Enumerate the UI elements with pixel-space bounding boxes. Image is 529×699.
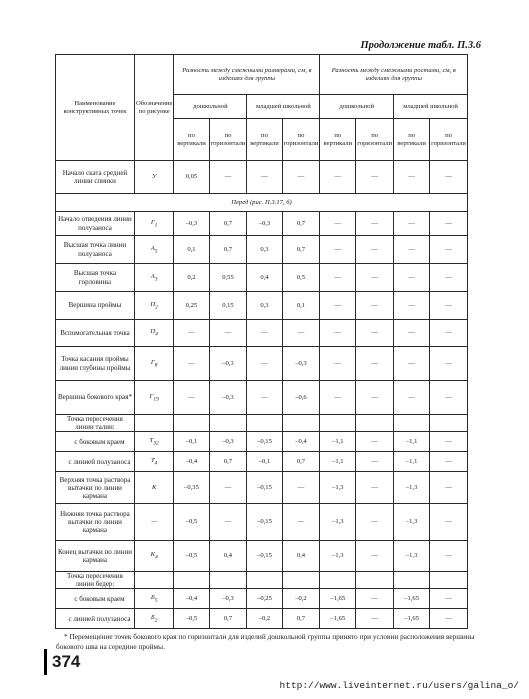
value-cell	[282, 572, 320, 589]
value-cell: 0,7	[209, 212, 247, 236]
value-cell: —	[320, 381, 356, 415]
value-cell: –0,3	[209, 347, 247, 381]
value-cell: –0,25	[247, 589, 282, 609]
header-horizontal: по горизонтали	[282, 119, 320, 161]
value-cell: —	[430, 452, 468, 472]
value-cell: —	[430, 212, 468, 236]
symbol-index: 4	[154, 554, 158, 561]
value-cell: 0,2	[174, 264, 209, 292]
value-cell: —	[247, 161, 282, 194]
value-cell: —	[394, 264, 430, 292]
point-symbol	[134, 609, 173, 629]
value-cell: —	[320, 236, 356, 264]
value-cell	[174, 572, 209, 589]
value-cell	[209, 415, 247, 432]
value-cell: —	[209, 504, 247, 541]
point-symbol	[134, 212, 173, 236]
value-cell: —	[356, 589, 394, 609]
point-name: Начало ската средней линии спинки	[56, 161, 135, 194]
value-cell: —	[356, 432, 394, 452]
value-cell	[320, 572, 356, 589]
point-symbol	[134, 236, 173, 264]
value-cell: 0,4	[282, 541, 320, 572]
value-cell: —	[430, 320, 468, 347]
point-name: Точка пересечения линии бедер:	[56, 572, 135, 589]
value-cell: —	[320, 161, 356, 194]
value-cell: –0,4	[174, 589, 209, 609]
value-cell: —	[430, 236, 468, 264]
point-name: Вспомогательная точка	[56, 320, 135, 347]
value-cell: —	[356, 452, 394, 472]
value-cell: –0,4	[282, 432, 320, 452]
value-cell: —	[430, 472, 468, 504]
value-cell: –1,3	[320, 472, 356, 504]
symbol-letter: Т	[149, 436, 154, 444]
value-cell: –0,3	[247, 212, 282, 236]
table-row	[56, 292, 468, 320]
value-cell: —	[430, 504, 468, 541]
value-cell	[320, 415, 356, 432]
value-cell: –1,1	[394, 432, 430, 452]
value-cell: –1,3	[394, 472, 430, 504]
header-vertical: по вертикали	[320, 119, 356, 161]
value-cell: —	[356, 320, 394, 347]
value-cell: 0,7	[282, 236, 320, 264]
value-cell: 0,3	[247, 236, 282, 264]
header-name: Наименование конструктивных точек	[56, 55, 135, 161]
point-symbol	[134, 415, 173, 432]
symbol-index: 2	[155, 304, 158, 310]
table-row	[56, 589, 468, 609]
value-cell	[394, 572, 430, 589]
symbol-letter: А	[150, 244, 155, 252]
symbol-letter: Г	[150, 218, 155, 226]
value-cell: 0,15	[209, 292, 247, 320]
value-cell: 0,25	[174, 292, 209, 320]
continuation-title: Продолжение табл. П.3.6	[360, 40, 481, 51]
symbol-index: 5	[154, 597, 158, 604]
header-horizontal: по горизонтали	[356, 119, 394, 161]
value-cell: –0,5	[174, 541, 209, 572]
header-junior-2: младшей школьной	[394, 95, 468, 119]
value-cell: –0,5	[174, 504, 209, 541]
table-row	[56, 472, 468, 504]
table-row	[56, 264, 468, 292]
table-row	[56, 212, 468, 236]
value-cell: —	[209, 161, 247, 194]
table-row	[56, 415, 468, 432]
value-cell: 0,1	[282, 292, 320, 320]
value-cell: —	[247, 381, 282, 415]
value-cell: –0,2	[282, 589, 320, 609]
point-name: Начало отведения линии полузаноса	[56, 212, 135, 236]
point-name: Нижняя точка раствора вытачки по линии кармана	[56, 504, 135, 541]
table-row	[56, 194, 468, 212]
value-cell: —	[430, 609, 468, 629]
table-body	[56, 161, 468, 629]
value-cell: –0,3	[209, 381, 247, 415]
point-symbol	[134, 161, 173, 194]
value-cell: —	[320, 212, 356, 236]
point-name: Высшая точка линии полузаноса	[56, 236, 135, 264]
symbol-letter: Т	[150, 456, 155, 464]
point-name: Вершина бокового края*	[56, 381, 135, 415]
value-cell: —	[430, 381, 468, 415]
header-horizontal: по горизонтали	[209, 119, 247, 161]
symbol-letter: А	[150, 272, 155, 280]
point-symbol	[134, 292, 173, 320]
value-cell: –1,1	[320, 452, 356, 472]
symbol-index: 1	[154, 222, 158, 228]
symbol-index: 2	[154, 617, 158, 624]
value-cell: 0,7	[209, 452, 247, 472]
value-cell: –1,1	[320, 432, 356, 452]
value-cell: —	[209, 320, 247, 347]
value-cell: —	[394, 161, 430, 194]
point-symbol	[134, 347, 173, 381]
value-cell: –0,2	[247, 609, 282, 629]
value-cell: —	[356, 504, 394, 541]
point-name: Точка пересечения линии талии:	[56, 415, 135, 432]
value-cell: –0,15	[247, 541, 282, 572]
point-name: с линией полузаноса	[56, 452, 135, 472]
value-cell: –0,6	[282, 381, 320, 415]
value-cell: —	[356, 609, 394, 629]
footnote: * Перемещение точек бокового края по горизонтали для изделий дошкольной группы принято при условии расположения вершины бокового шва на середине проймы.	[56, 632, 475, 651]
value-cell: —	[320, 347, 356, 381]
symbol-letter: П	[150, 300, 156, 308]
header-horizontal: по горизонтали	[430, 119, 468, 161]
value-cell: 0,7	[209, 609, 247, 629]
symbol-letter: У	[151, 173, 157, 181]
symbol-index: 5	[154, 248, 158, 254]
point-symbol	[134, 381, 173, 415]
point-name: Точка касания проймы линии глубины проймы	[56, 347, 135, 381]
header-junior-1: младшей школьной	[247, 95, 320, 119]
value-cell: –0,3	[174, 212, 209, 236]
point-name: с боковым краем	[56, 432, 135, 452]
value-cell: 0,7	[209, 236, 247, 264]
value-cell	[247, 415, 282, 432]
value-cell: —	[356, 212, 394, 236]
value-cell: —	[282, 472, 320, 504]
symbol-letter: —	[151, 518, 158, 526]
value-cell: —	[394, 212, 430, 236]
value-cell: –0,15	[247, 504, 282, 541]
value-cell: —	[394, 381, 430, 415]
value-cell: –0,4	[174, 452, 209, 472]
symbol-letter: К	[150, 551, 155, 559]
table-row	[56, 609, 468, 629]
symbol-letter: П	[150, 328, 156, 336]
value-cell: —	[356, 347, 394, 381]
value-cell: —	[247, 320, 282, 347]
value-cell: –1,3	[320, 504, 356, 541]
point-symbol	[134, 541, 173, 572]
header-symbol: Обозначение по рисунке	[134, 55, 173, 161]
value-cell: –0,15	[247, 432, 282, 452]
table-row	[56, 504, 468, 541]
point-symbol	[134, 432, 173, 452]
value-cell: 0,5	[282, 264, 320, 292]
value-cell: —	[174, 381, 209, 415]
value-cell: –0,1	[174, 432, 209, 452]
value-cell: —	[356, 381, 394, 415]
value-cell: —	[430, 161, 468, 194]
header-preschool-1: дошкольной	[174, 95, 247, 119]
point-name: с линией полузаноса	[56, 609, 135, 629]
value-cell: –0,15	[247, 472, 282, 504]
value-cell: —	[430, 541, 468, 572]
table-row	[56, 432, 468, 452]
value-cell: —	[430, 264, 468, 292]
point-name: Верхняя точка раствора вытачки по линии кармана	[56, 472, 135, 504]
value-cell: —	[282, 504, 320, 541]
value-cell: —	[356, 161, 394, 194]
value-cell: 0,05	[174, 161, 209, 194]
value-cell: 0,4	[247, 264, 282, 292]
value-cell: –1,65	[320, 609, 356, 629]
value-cell	[209, 572, 247, 589]
value-cell: 0,4	[209, 541, 247, 572]
value-cell: —	[394, 320, 430, 347]
header-vertical: по вертикали	[394, 119, 430, 161]
value-cell: –1,3	[320, 541, 356, 572]
value-cell	[356, 572, 394, 589]
value-cell: –0,5	[174, 609, 209, 629]
value-cell: —	[320, 292, 356, 320]
table-row	[56, 541, 468, 572]
header-vertical: по вертикали	[174, 119, 209, 161]
value-cell: –0,35	[174, 472, 209, 504]
value-cell: —	[356, 292, 394, 320]
value-cell: –0,3	[209, 589, 247, 609]
value-cell: —	[430, 589, 468, 609]
value-cell: —	[282, 161, 320, 194]
value-cell: —	[174, 347, 209, 381]
value-cell: –0,3	[282, 347, 320, 381]
source-url: http://www.liveinternet.ru/users/galina_o/	[279, 680, 519, 691]
page-number: 374	[52, 652, 81, 671]
table-row	[56, 236, 468, 264]
value-cell: –1,3	[394, 504, 430, 541]
value-cell	[430, 415, 468, 432]
value-cell: —	[356, 472, 394, 504]
table-row	[56, 161, 468, 194]
value-cell: —	[394, 292, 430, 320]
header-preschool-2: дошкольной	[320, 95, 394, 119]
value-cell: –0,1	[247, 452, 282, 472]
symbol-letter: Б	[150, 593, 155, 601]
value-cell: —	[430, 292, 468, 320]
point-symbol	[134, 589, 173, 609]
value-cell	[247, 572, 282, 589]
value-cell: —	[394, 347, 430, 381]
value-cell: —	[320, 264, 356, 292]
value-cell: —	[282, 320, 320, 347]
value-cell: 0,7	[282, 609, 320, 629]
table-row	[56, 572, 468, 589]
section-heading: Перед (рис. П.3.17, б)	[56, 194, 468, 212]
value-cell: —	[356, 541, 394, 572]
value-cell: 0,7	[282, 212, 320, 236]
value-cell: –1,65	[394, 589, 430, 609]
point-symbol	[134, 320, 173, 347]
value-cell	[356, 415, 394, 432]
header-group-sizes: Разность между смежными размерами, см, в изделиях для группы	[174, 55, 320, 95]
value-cell: –1,65	[394, 609, 430, 629]
table-row	[56, 381, 468, 415]
value-cell: 0,3	[247, 292, 282, 320]
point-symbol	[134, 572, 173, 589]
point-name: с боковым краем	[56, 589, 135, 609]
value-cell: 0,1	[174, 236, 209, 264]
point-symbol	[134, 472, 173, 504]
point-name: Вершина проймы	[56, 292, 135, 320]
value-cell	[174, 415, 209, 432]
value-cell: —	[430, 347, 468, 381]
value-cell: 0,7	[282, 452, 320, 472]
table-row	[56, 452, 468, 472]
value-cell	[394, 415, 430, 432]
value-cell	[430, 572, 468, 589]
symbol-letter: Г	[149, 392, 154, 400]
point-name: Конец вытачки по линии кармана	[56, 541, 135, 572]
point-symbol	[134, 504, 173, 541]
value-cell: –1,65	[320, 589, 356, 609]
point-symbol	[134, 452, 173, 472]
value-cell: —	[320, 320, 356, 347]
point-symbol	[134, 264, 173, 292]
table-row	[56, 320, 468, 347]
symbol-index: 4	[154, 460, 158, 467]
value-cell: —	[356, 236, 394, 264]
value-cell: –1,1	[394, 452, 430, 472]
value-cell: 0,55	[209, 264, 247, 292]
symbol-index: 4	[155, 331, 158, 338]
value-cell: —	[174, 320, 209, 347]
table-row	[56, 347, 468, 381]
symbol-index: 32	[153, 440, 159, 447]
point-name: Высшая точка горловины	[56, 264, 135, 292]
value-cell: —	[356, 264, 394, 292]
symbol-letter: Б	[150, 613, 155, 621]
value-cell: —	[209, 472, 247, 504]
symbol-index: 3	[154, 276, 158, 282]
value-cell: —	[394, 236, 430, 264]
value-cell	[282, 415, 320, 432]
value-cell: —	[430, 432, 468, 452]
value-cell: –0,3	[209, 432, 247, 452]
symbol-letter: К	[151, 483, 157, 491]
data-table	[55, 54, 468, 629]
value-cell: –1,3	[394, 541, 430, 572]
page-number-bar	[44, 649, 47, 675]
header-vertical: по вертикали	[247, 119, 282, 161]
header-group-heights: Разность между смежными ростами, см, в изделиях для группы	[320, 55, 468, 95]
value-cell: —	[247, 347, 282, 381]
symbol-index: 19	[153, 396, 159, 402]
symbol-letter: Г	[150, 358, 155, 366]
symbol-index: 8	[154, 362, 158, 368]
